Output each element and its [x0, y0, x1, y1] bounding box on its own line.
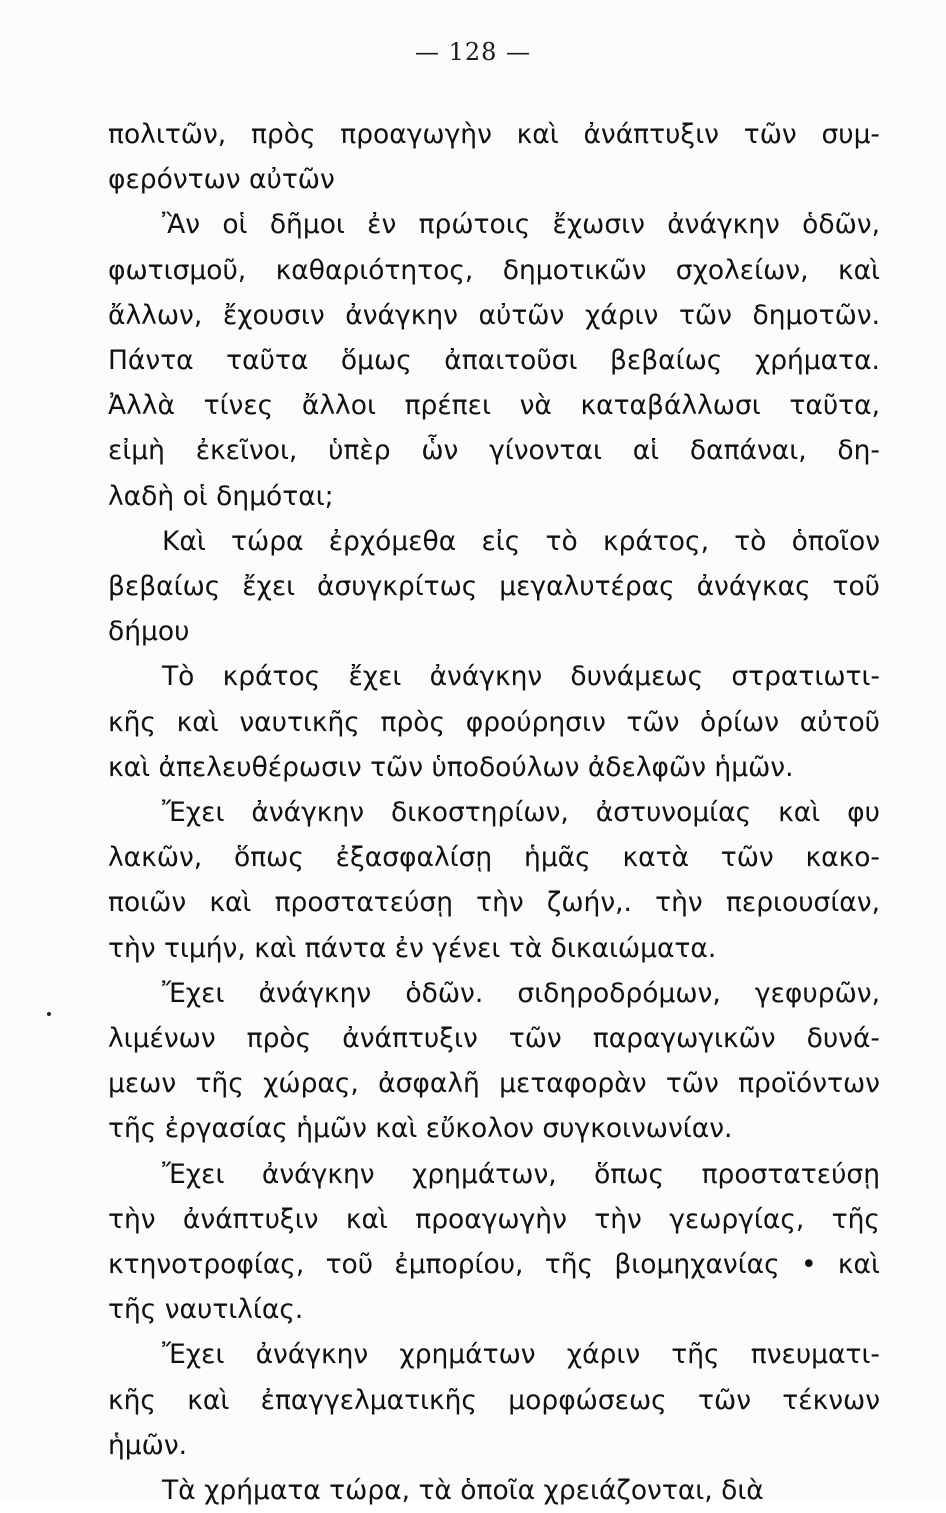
paragraph [108, 971, 880, 1152]
text-line: ποιῶν καὶ προστατεύσῃ τὴν ζωήν,. τὴν περιουσίαν, [108, 887, 880, 919]
paragraph [108, 790, 880, 971]
body-text [108, 112, 880, 1513]
text-line: εἰμὴ ἐκεῖνοι, ὑπὲρ ὧν γίνονται αἱ δαπάναι, δη- [108, 435, 880, 467]
paragraph [108, 1468, 880, 1513]
text-line: λαδὴ οἱ δημόται; [108, 480, 334, 512]
paragraph [108, 654, 880, 790]
text-line: Ἔχει ἀνάγκην χρημάτων χάριν τῆς πνευματι- [162, 1339, 880, 1371]
text-line: κῆς καὶ ἐπαγγελματικῆς μορφώσεως τῶν τέκνων [108, 1384, 880, 1416]
ink-speck [47, 1012, 51, 1016]
paragraph [108, 519, 880, 655]
text-line: καὶ ἀπελευθέρωσιν τῶν ὑποδούλων ἀδελφῶν ἡμῶν. [108, 751, 794, 783]
text-line: Ἔχει ἀνάγκην ὁδῶν. σιδηροδρόμων, γεφυρῶν, [162, 977, 880, 1009]
paragraph [108, 112, 880, 202]
page-number: — 128 — [414, 38, 532, 66]
text-line: τῆς ναυτιλίας. [108, 1294, 304, 1326]
text-line: μεων τῆς χώρας, ἀσφαλῆ μεταφορὰν τῶν προϊόντων [108, 1068, 880, 1100]
text-line: Ἔχει ἀνάγκην δικοστηρίων, ἀστυνομίας καὶ φυ [162, 797, 880, 829]
text-line: ἡμῶν. [108, 1429, 188, 1461]
paragraph [108, 1332, 880, 1468]
text-line: τὴν ἀνάπτυξιν καὶ προαγωγὴν τὴν γεωργίας, τῆς [108, 1203, 880, 1235]
text-line: Τὸ κράτος ἔχει ἀνάγκην δυνάμεως στρατιωτι- [162, 661, 880, 693]
text-line: Ἀλλὰ τίνες ἄλλοι πρέπει νὰ καταβάλλωσι ταῦτα, [108, 390, 880, 422]
text-line: Ἂν οἱ δῆμοι ἐν πρώτοις ἔχωσιν ἀνάγκην ὁδῶν, [162, 209, 880, 241]
text-line: φωτισμοῦ, καθαριότητος, δημοτικῶν σχολείων, καὶ [108, 254, 880, 286]
text-line: φερόντων αὐτῶν [108, 164, 335, 196]
text-line: Τὰ χρήματα τώρα, τὰ ὁποῖα χρειάζονται, διὰ [162, 1475, 764, 1507]
text-line: Καὶ τώρα ἐρχόμεθα εἰς τὸ κράτος, τὸ ὁποῖον [162, 525, 880, 557]
text-line: τῆς ἐργασίας ἡμῶν καὶ εὔκολον συγκοινωνίαν. [108, 1113, 733, 1145]
text-line: λιμένων πρὸς ἀνάπτυξιν τῶν παραγωγικῶν δυνά- [108, 1023, 880, 1055]
text-line: κῆς καὶ ναυτικῆς πρὸς φρούρησιν τῶν ὁρίων αὐτοῦ [108, 706, 880, 738]
text-line: ἄλλων, ἔχουσιν ἀνάγκην αὐτῶν χάριν τῶν δημοτῶν. [108, 299, 880, 331]
text-line: δήμου [108, 616, 190, 648]
text-line: λακῶν, ὅπως ἐξασφαλίσῃ ἡμᾶς κατὰ τῶν κακο- [108, 842, 880, 874]
text-line: τὴν τιμήν, καὶ πάντα ἐν γένει τὰ δικαιώματα. [108, 932, 717, 964]
text-line: βεβαίως ἔχει ἀσυγκρίτως μεγαλυτέρας ἀνάγκας τοῦ [108, 571, 880, 603]
text-line: πολιτῶν, πρὸς προαγωγὴν καὶ ἀνάπτυξιν τῶν συμ- [108, 119, 880, 150]
paragraph [108, 202, 880, 518]
paragraph [108, 1152, 880, 1333]
text-line: Πάντα ταῦτα ὅμως ἀπαιτοῦσι βεβαίως χρήματα. [108, 345, 880, 377]
text-line: κτηνοτροφίας, τοῦ ἐμπορίου, τῆς βιομηχανίας • καὶ [108, 1249, 880, 1281]
text-line: Ἔχει ἀνάγκην χρημάτων, ὅπως προστατεύσῃ [162, 1158, 880, 1190]
